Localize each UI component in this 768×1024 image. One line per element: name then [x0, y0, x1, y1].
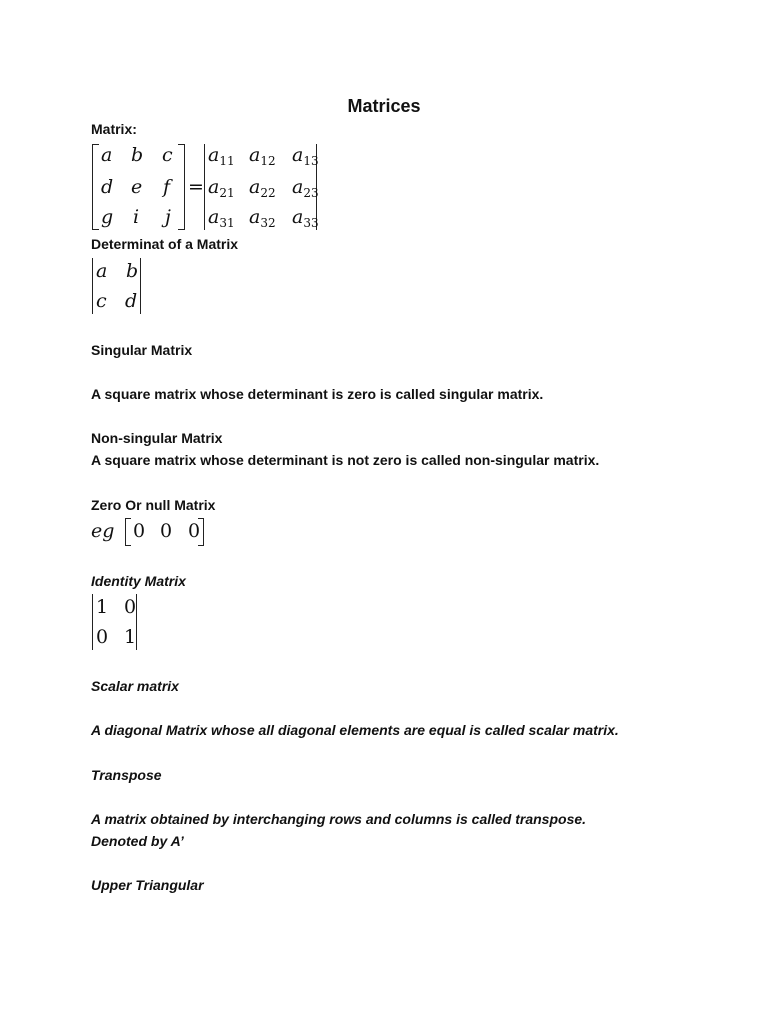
- matrix-entry: g: [101, 206, 114, 228]
- matrix-entry: 0: [133, 520, 146, 542]
- matrix-entry: b: [131, 144, 144, 166]
- transpose-heading: Transpose: [91, 767, 162, 783]
- equals-sign: =: [188, 176, 204, 198]
- nonsingular-definition: A square matrix whose determinant is not zero is called non-singular matrix.: [91, 452, 600, 468]
- matrix-entry: $a_{11}$: [208, 144, 235, 168]
- matrix-entry: 0: [188, 520, 201, 542]
- left-bar: [92, 594, 93, 650]
- left-bar: [204, 144, 205, 230]
- matrix-entry: a: [101, 144, 113, 166]
- transpose-definition: A matrix obtained by interchanging rows and columns is called transpose.: [91, 811, 587, 827]
- scalar-definition: A diagonal Matrix whose all diagonal elements are equal is called scalar matrix.: [91, 722, 619, 738]
- matrix-entry: c: [96, 290, 107, 312]
- right-bracket: [178, 144, 185, 230]
- matrix-entry: $a_{33}$: [292, 206, 319, 230]
- matrix-entry: 1: [124, 626, 137, 648]
- matrix-entry: 1: [96, 596, 109, 618]
- matrix-entry: 0: [160, 520, 173, 542]
- singular-definition: A square matrix whose determinant is zero is called singular matrix.: [91, 386, 544, 402]
- matrix-entry: d: [101, 176, 114, 198]
- identity-heading: Identity Matrix: [91, 573, 186, 589]
- right-bar: [140, 258, 141, 314]
- matrix-entry: $a_{13}$: [292, 144, 319, 168]
- matrix-entry: 0: [124, 596, 137, 618]
- matrix-entry: d: [125, 290, 138, 312]
- matrix-entry: e: [131, 176, 143, 198]
- determinant-heading: Determinat of a Matrix: [91, 236, 239, 252]
- matrix-entry: f: [163, 176, 171, 198]
- matrix-entry: $a_{22}$: [249, 176, 276, 200]
- right-bar: [136, 594, 137, 650]
- matrix-entry: c: [162, 144, 173, 166]
- matrix-entry: $a_{21}$: [208, 176, 235, 200]
- matrix-entry: $a_{32}$: [249, 206, 276, 230]
- matrix-heading: Matrix:: [91, 121, 137, 137]
- matrix-entry: $a_{23}$: [292, 176, 319, 200]
- matrix-entry: $a_{12}$: [249, 144, 276, 168]
- singular-heading: Singular Matrix: [91, 342, 193, 358]
- left-bracket: [125, 518, 131, 546]
- transpose-notation: Denoted by A’: [91, 833, 184, 849]
- zero-matrix-heading: Zero Or null Matrix: [91, 497, 216, 513]
- left-bracket: [92, 144, 99, 230]
- matrix-entry: $a_{31}$: [208, 206, 235, 230]
- matrix-entry: j: [165, 206, 171, 228]
- matrix-entry: i: [133, 206, 140, 228]
- matrix-entry: 0: [96, 626, 109, 648]
- matrix-entry: a: [96, 260, 108, 282]
- matrix-entry: b: [126, 260, 139, 282]
- eg-label: eg: [91, 520, 115, 542]
- upper-triangular-heading: Upper Triangular: [91, 877, 204, 893]
- left-bar: [92, 258, 93, 314]
- scalar-heading: Scalar matrix: [91, 678, 179, 694]
- nonsingular-heading: Non-singular Matrix: [91, 430, 223, 446]
- page-title: Matrices: [347, 96, 421, 116]
